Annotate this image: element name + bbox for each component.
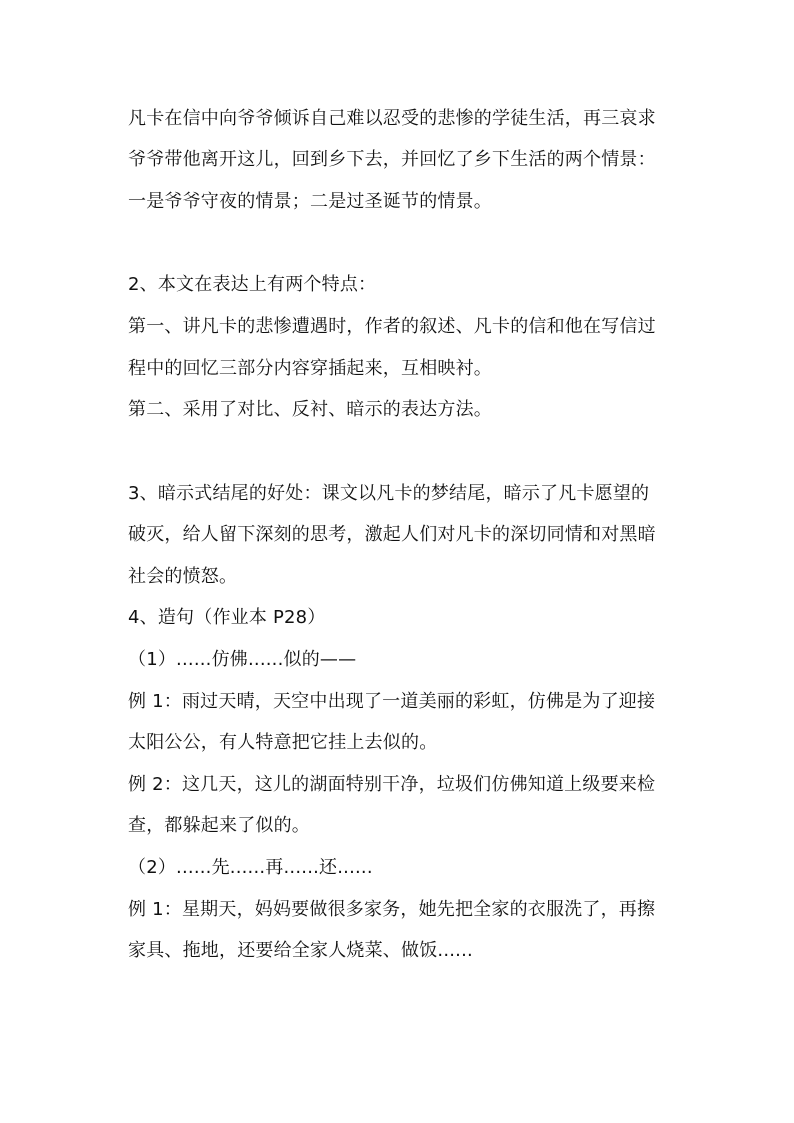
- paragraph-line: 第一、讲凡卡的悲惨遭遇时，作者的叙述、凡卡的信和他在写信过: [128, 316, 656, 337]
- paragraph-line: 破灭，给人留下深刻的思考，激起人们对凡卡的深切同情和对黑暗: [128, 524, 656, 545]
- paragraph-line: 社会的愤怒。: [128, 566, 238, 587]
- example-line: 太阳公公，有人特意把它挂上去似的。: [128, 732, 438, 753]
- sub-heading: （2）......先......再......还......: [128, 857, 373, 878]
- example-line: 例 1：雨过天晴，天空中出现了一道美丽的彩虹，仿佛是为了迎接: [128, 691, 656, 712]
- example-line: 例 2：这几天，这儿的湖面特别干净，垃圾们仿佛知道上级要来检: [128, 774, 656, 795]
- paragraph-line: 爷爷带他离开这儿，回到乡下去，并回忆了乡下生活的两个情景：: [128, 149, 656, 170]
- paragraph-line: 凡卡在信中向爷爷倾诉自己难以忍受的悲惨的学徒生活，再三哀求: [128, 108, 656, 129]
- section-heading: 2、本文在表达上有两个特点：: [128, 274, 377, 295]
- sub-heading: （1）......仿佛......似的——: [128, 649, 357, 670]
- example-line: 家具、拖地，还要给全家人烧菜、做饭......: [128, 940, 473, 961]
- paragraph-line: 一是爷爷守夜的情景；二是过圣诞节的情景。: [128, 191, 492, 212]
- section-heading: 4、造句（作业本 P28）: [128, 607, 326, 628]
- paragraph-line: 程中的回忆三部分内容穿插起来，互相映衬。: [128, 358, 492, 379]
- example-line: 查，都躲起来了似的。: [128, 815, 310, 836]
- example-line: 例 1：星期天，妈妈要做很多家务，她先把全家的衣服洗了，再擦: [128, 899, 656, 920]
- paragraph-line: 第二、采用了对比、反衬、暗示的表达方法。: [128, 399, 492, 420]
- section-heading: 3、暗示式结尾的好处：课文以凡卡的梦结尾，暗示了凡卡愿望的: [128, 483, 650, 504]
